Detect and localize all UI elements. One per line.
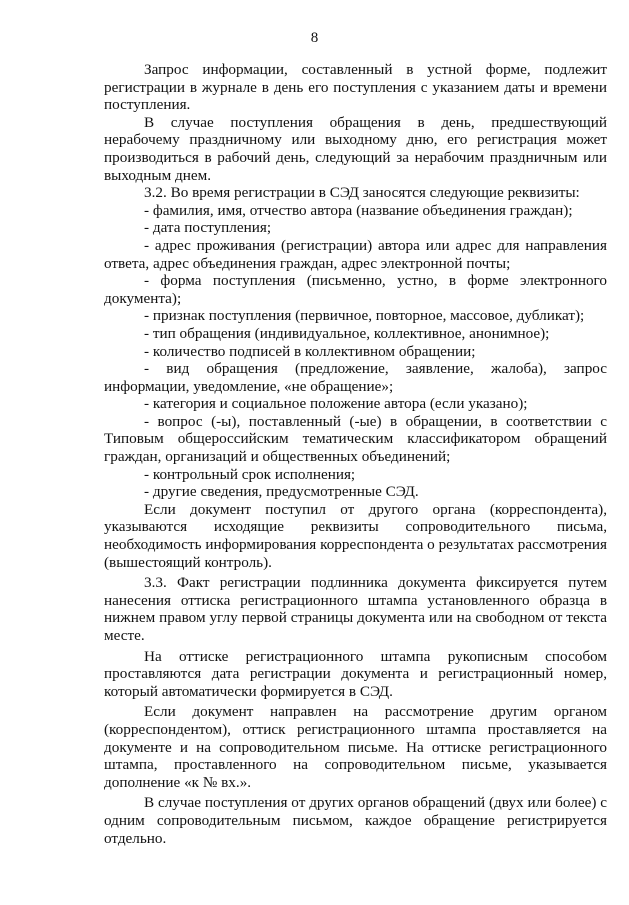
list-item: - признак поступления (первичное, повторное, массовое, дубликат);: [144, 307, 585, 325]
document-body: [104, 61, 607, 847]
paragraph: В случае поступления от других органов обращений (двух или более) с одним сопроводительным письмом, каждое обращение регистрируется отдельно.: [104, 794, 607, 847]
list-item: - дата поступления;: [144, 219, 272, 237]
list-item: - форма поступления (письменно, устно, в форме электронного документа);: [104, 272, 607, 307]
list-item: - фамилия, имя, отчество автора (название объединения граждан);: [144, 201, 573, 219]
paragraph: 3.3. Факт регистрации подлинника документа фиксируется путем нанесения оттиска регистрационного штампа установленного образца в нижнем правом углу первой страницы документа или на свободном от текста месте.: [104, 574, 607, 644]
list-item: - категория и социальное положение автора (если указано);: [144, 395, 528, 413]
list-item: - контрольный срок исполнения;: [144, 465, 356, 483]
paragraph: Если документ направлен на рассмотрение другим органом (корреспондентом), оттиск регистрационного штампа проставляется на документе и на сопроводительном письме. На оттиске регистрационного штампа, проставленного на сопроводительном письме, указывается дополнение «к № вх.».: [104, 703, 607, 791]
paragraph: 3.2. Во время регистрации в СЭД заносятся следующие реквизиты:: [144, 184, 580, 202]
list-item: - количество подписей в коллективном обращении;: [144, 342, 476, 360]
list-item: - тип обращения (индивидуальное, коллективное, анонимное);: [144, 324, 550, 342]
list-item: - вид обращения (предложение, заявление, жалоба), запрос информации, уведомление, «не обращение»;: [104, 360, 607, 395]
list-item: - вопрос (-ы), поставленный (-ые) в обращении, в соответствии с Типовым общероссийским тематическим классификатором обращений граждан, организаций и общественных объединений;: [104, 412, 607, 466]
paragraph: Если документ поступил от другого органа (корреспондента), указываются исходящие реквизиты сопроводительного письма, необходимость информирования корреспондента о результатах рассмотрения (вышестоящий контроль).: [104, 500, 607, 571]
list-item: - другие сведения, предусмотренные СЭД.: [144, 483, 419, 501]
paragraph: Запрос информации, составленный в устной форме, подлежит регистрации в журнале в день его поступления с указанием даты и времени поступления.: [104, 61, 607, 114]
list-item: - адрес проживания (регистрации) автора или адрес для направления ответа, адрес объединения граждан, адрес электронной почты;: [104, 236, 607, 272]
page-number: 8: [310, 30, 319, 46]
paragraph: В случае поступления обращения в день, предшествующий нерабочему праздничному или выходному дню, его регистрация может производиться в рабочий день, следующий за нерабочим праздничным или выходным днем.: [104, 113, 607, 184]
paragraph: На оттиске регистрационного штампа рукописным способом проставляются дата регистрации документа и регистрационный номер, который автоматически формируется в СЭД.: [104, 647, 607, 700]
